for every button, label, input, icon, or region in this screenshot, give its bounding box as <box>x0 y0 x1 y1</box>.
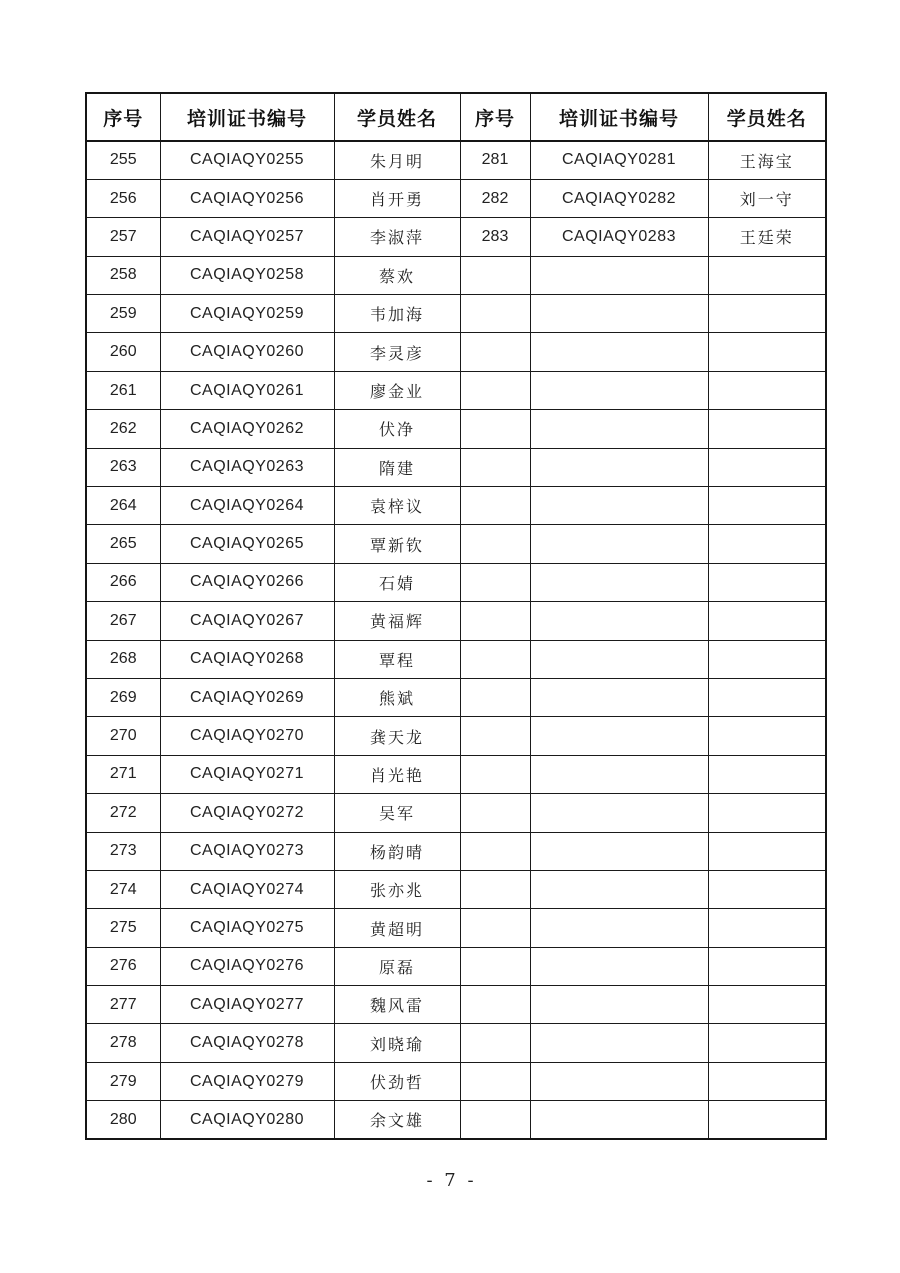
name-cell: 朱月明 <box>334 141 460 179</box>
certificate-cell <box>530 947 708 985</box>
serial-cell: 257 <box>86 218 160 256</box>
serial-cell: 276 <box>86 947 160 985</box>
name-cell <box>708 986 826 1024</box>
serial-cell <box>460 678 530 716</box>
serial-cell: 262 <box>86 410 160 448</box>
serial-cell <box>460 371 530 409</box>
table-row <box>86 487 826 525</box>
name-cell <box>708 794 826 832</box>
table-row <box>86 1024 826 1062</box>
certificate-cell: CAQIAQY0275 <box>160 909 334 947</box>
serial-cell <box>460 333 530 371</box>
header-certificate-right: 培训证书编号 <box>530 93 708 141</box>
serial-cell: 281 <box>460 141 530 179</box>
serial-cell <box>460 448 530 486</box>
header-name-left: 学员姓名 <box>334 93 460 141</box>
name-cell: 蔡欢 <box>334 256 460 294</box>
table-row <box>86 371 826 409</box>
name-cell: 袁梓议 <box>334 487 460 525</box>
certificate-cell: CAQIAQY0259 <box>160 295 334 333</box>
table-row <box>86 947 826 985</box>
certificate-cell <box>530 717 708 755</box>
table-row <box>86 410 826 448</box>
certificate-cell <box>530 410 708 448</box>
certificate-cell <box>530 986 708 1024</box>
certificate-cell: CAQIAQY0269 <box>160 678 334 716</box>
name-cell <box>708 909 826 947</box>
certificate-cell: CAQIAQY0257 <box>160 218 334 256</box>
certificate-cell <box>530 678 708 716</box>
serial-cell: 282 <box>460 179 530 217</box>
certificate-cell: CAQIAQY0281 <box>530 141 708 179</box>
name-cell <box>708 333 826 371</box>
certificate-cell <box>530 602 708 640</box>
name-cell: 原磊 <box>334 947 460 985</box>
table-row <box>86 678 826 716</box>
table-row <box>86 448 826 486</box>
serial-cell: 266 <box>86 563 160 601</box>
certificate-cell: CAQIAQY0266 <box>160 563 334 601</box>
certificate-cell: CAQIAQY0262 <box>160 410 334 448</box>
table-row <box>86 218 826 256</box>
trainee-roster-table <box>85 92 827 1140</box>
name-cell <box>708 448 826 486</box>
name-cell: 龚天龙 <box>334 717 460 755</box>
certificate-cell <box>530 1062 708 1100</box>
name-cell <box>708 602 826 640</box>
name-cell: 熊斌 <box>334 678 460 716</box>
serial-cell: 258 <box>86 256 160 294</box>
serial-cell: 278 <box>86 1024 160 1062</box>
serial-cell <box>460 986 530 1024</box>
name-cell <box>708 870 826 908</box>
serial-cell <box>460 1062 530 1100</box>
certificate-cell <box>530 755 708 793</box>
certificate-cell <box>530 371 708 409</box>
name-cell: 廖金业 <box>334 371 460 409</box>
header-name-right: 学员姓名 <box>708 93 826 141</box>
certificate-cell <box>530 295 708 333</box>
table-row <box>86 295 826 333</box>
serial-cell: 280 <box>86 1101 160 1139</box>
serial-cell: 263 <box>86 448 160 486</box>
serial-cell: 279 <box>86 1062 160 1100</box>
table-row <box>86 870 826 908</box>
name-cell <box>708 717 826 755</box>
header-serial-right: 序号 <box>460 93 530 141</box>
name-cell: 余文雄 <box>334 1101 460 1139</box>
certificate-cell: CAQIAQY0279 <box>160 1062 334 1100</box>
table-row <box>86 602 826 640</box>
certificate-cell <box>530 256 708 294</box>
serial-cell <box>460 487 530 525</box>
name-cell: 黄超明 <box>334 909 460 947</box>
name-cell: 黄福辉 <box>334 602 460 640</box>
name-cell: 刘晓瑜 <box>334 1024 460 1062</box>
serial-cell: 269 <box>86 678 160 716</box>
certificate-cell <box>530 563 708 601</box>
certificate-cell: CAQIAQY0265 <box>160 525 334 563</box>
certificate-cell: CAQIAQY0255 <box>160 141 334 179</box>
serial-cell: 277 <box>86 986 160 1024</box>
name-cell: 魏风雷 <box>334 986 460 1024</box>
certificate-cell: CAQIAQY0267 <box>160 602 334 640</box>
certificate-cell: CAQIAQY0263 <box>160 448 334 486</box>
page-number: - 7 - <box>426 1170 474 1191</box>
serial-cell: 275 <box>86 909 160 947</box>
table-row <box>86 1101 826 1139</box>
certificate-cell <box>530 1024 708 1062</box>
certificate-cell: CAQIAQY0256 <box>160 179 334 217</box>
certificate-cell: CAQIAQY0258 <box>160 256 334 294</box>
table-row <box>86 141 826 179</box>
certificate-cell: CAQIAQY0270 <box>160 717 334 755</box>
certificate-cell: CAQIAQY0274 <box>160 870 334 908</box>
table-row <box>86 563 826 601</box>
certificate-cell: CAQIAQY0280 <box>160 1101 334 1139</box>
table-row <box>86 1062 826 1100</box>
name-cell: 隋建 <box>334 448 460 486</box>
certificate-cell <box>530 794 708 832</box>
serial-cell <box>460 410 530 448</box>
certificate-cell <box>530 333 708 371</box>
name-cell <box>708 1101 826 1139</box>
certificate-cell: CAQIAQY0271 <box>160 755 334 793</box>
serial-cell <box>460 870 530 908</box>
name-cell <box>708 256 826 294</box>
serial-cell: 256 <box>86 179 160 217</box>
certificate-cell: CAQIAQY0282 <box>530 179 708 217</box>
serial-cell: 255 <box>86 141 160 179</box>
certificate-cell: CAQIAQY0272 <box>160 794 334 832</box>
table-row <box>86 909 826 947</box>
table-row <box>86 256 826 294</box>
table-row <box>86 525 826 563</box>
serial-cell <box>460 1024 530 1062</box>
name-cell <box>708 1024 826 1062</box>
serial-cell: 261 <box>86 371 160 409</box>
certificate-cell: CAQIAQY0264 <box>160 487 334 525</box>
certificate-cell: CAQIAQY0268 <box>160 640 334 678</box>
name-cell <box>708 371 826 409</box>
certificate-cell <box>530 909 708 947</box>
serial-cell: 283 <box>460 218 530 256</box>
name-cell: 覃新钦 <box>334 525 460 563</box>
table-row <box>86 333 826 371</box>
serial-cell <box>460 947 530 985</box>
header-serial-left: 序号 <box>86 93 160 141</box>
name-cell: 肖开勇 <box>334 179 460 217</box>
serial-cell: 273 <box>86 832 160 870</box>
serial-cell <box>460 256 530 294</box>
name-cell: 吴军 <box>334 794 460 832</box>
name-cell: 刘一守 <box>708 179 826 217</box>
certificate-cell <box>530 487 708 525</box>
serial-cell <box>460 602 530 640</box>
serial-cell <box>460 295 530 333</box>
name-cell: 韦加海 <box>334 295 460 333</box>
certificate-cell: CAQIAQY0261 <box>160 371 334 409</box>
name-cell <box>708 1062 826 1100</box>
name-cell <box>708 832 826 870</box>
serial-cell <box>460 717 530 755</box>
name-cell <box>708 525 826 563</box>
certificate-cell <box>530 640 708 678</box>
certificate-cell: CAQIAQY0276 <box>160 947 334 985</box>
serial-cell <box>460 563 530 601</box>
certificate-cell: CAQIAQY0273 <box>160 832 334 870</box>
table-row <box>86 179 826 217</box>
certificate-cell: CAQIAQY0260 <box>160 333 334 371</box>
table-row <box>86 640 826 678</box>
serial-cell: 259 <box>86 295 160 333</box>
table-row <box>86 986 826 1024</box>
serial-cell: 265 <box>86 525 160 563</box>
name-cell <box>708 640 826 678</box>
serial-cell: 260 <box>86 333 160 371</box>
name-cell: 石婧 <box>334 563 460 601</box>
certificate-cell <box>530 870 708 908</box>
serial-cell <box>460 794 530 832</box>
name-cell: 李淑萍 <box>334 218 460 256</box>
name-cell: 张亦兆 <box>334 870 460 908</box>
name-cell <box>708 678 826 716</box>
certificate-cell <box>530 525 708 563</box>
certificate-cell <box>530 832 708 870</box>
table-row <box>86 717 826 755</box>
name-cell: 王廷荣 <box>708 218 826 256</box>
name-cell <box>708 410 826 448</box>
name-cell <box>708 947 826 985</box>
name-cell: 李灵彦 <box>334 333 460 371</box>
certificate-cell: CAQIAQY0283 <box>530 218 708 256</box>
table-row <box>86 832 826 870</box>
name-cell: 覃程 <box>334 640 460 678</box>
serial-cell <box>460 755 530 793</box>
table-body <box>86 141 826 1139</box>
table-header-row <box>86 93 826 141</box>
name-cell <box>708 487 826 525</box>
certificate-cell: CAQIAQY0278 <box>160 1024 334 1062</box>
serial-cell: 267 <box>86 602 160 640</box>
serial-cell: 270 <box>86 717 160 755</box>
certificate-cell: CAQIAQY0277 <box>160 986 334 1024</box>
serial-cell <box>460 1101 530 1139</box>
name-cell: 杨韵晴 <box>334 832 460 870</box>
serial-cell <box>460 832 530 870</box>
name-cell <box>708 563 826 601</box>
certificate-cell <box>530 448 708 486</box>
name-cell: 伏劲哲 <box>334 1062 460 1100</box>
serial-cell: 264 <box>86 487 160 525</box>
serial-cell <box>460 640 530 678</box>
table-row <box>86 755 826 793</box>
serial-cell <box>460 909 530 947</box>
serial-cell <box>460 525 530 563</box>
header-certificate-left: 培训证书编号 <box>160 93 334 141</box>
name-cell: 肖光艳 <box>334 755 460 793</box>
name-cell <box>708 295 826 333</box>
serial-cell: 274 <box>86 870 160 908</box>
serial-cell: 268 <box>86 640 160 678</box>
name-cell: 王海宝 <box>708 141 826 179</box>
name-cell <box>708 755 826 793</box>
serial-cell: 271 <box>86 755 160 793</box>
serial-cell: 272 <box>86 794 160 832</box>
name-cell: 伏净 <box>334 410 460 448</box>
table-row <box>86 794 826 832</box>
certificate-cell <box>530 1101 708 1139</box>
